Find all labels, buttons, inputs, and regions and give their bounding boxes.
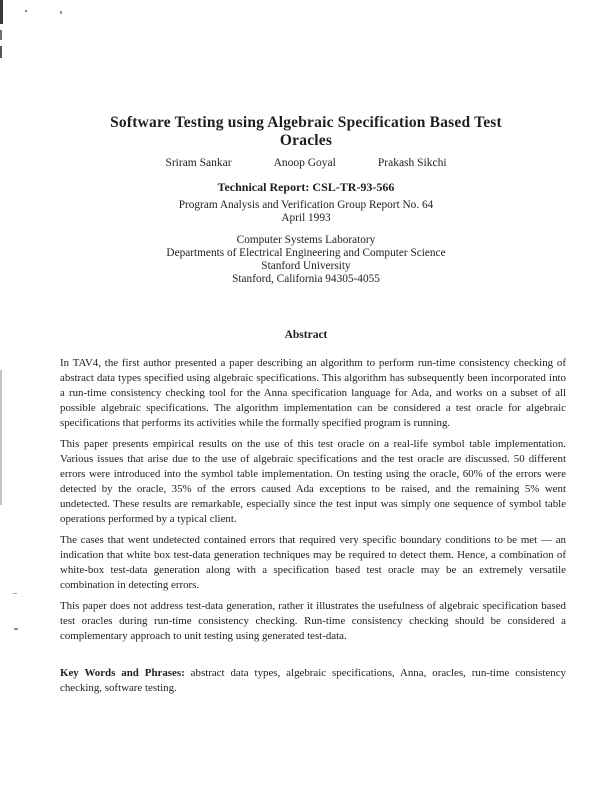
scan-artifact-edge-strip [0,370,2,505]
affiliation-line: Computer Systems Laboratory [236,234,376,246]
affiliation-line: Stanford University [261,260,351,272]
scan-artifact-speck [25,10,27,12]
author-name: Prakash Sikchi [377,157,447,169]
scan-artifact-speck [60,11,62,14]
group-report-line: Program Analysis and Verification Group Report No. 64 [178,199,434,211]
author-name: Anoop Goyal [273,157,336,169]
paper-header [0,0,612,286]
affiliation-line: Departments of Electrical Engineering and Computer Science [166,247,446,259]
report-number: Technical Report: CSL-TR-93-566 [217,180,395,194]
abstract-paragraph-2: This paper presents empirical results on the use of this test oracle on a real-life symbol table implementation. Various issues that arise due to the use of algebraic specifications and the test oracle are discussed. 50 different errors were introduced into the symbol table implementation. On testing using the oracle, 60% of the errors were detected by the oracle, 35% of the errors caused Ada exceptions to be raised, and the remaining 5% went undetected. These results are remarkable, especially since the test input was simply one sequence of symbol table operations performed by a typical client. [60,438,566,525]
keywords-label: Key Words and Phrases: [60,667,185,679]
scan-artifact-speck [13,593,17,594]
paper-title-line-2: Oracles [279,131,333,149]
paper-title-line-1: Software Testing using Algebraic Specification Based Test [110,114,502,131]
author-name: Sriram Sankar [165,157,232,169]
abstract-body [60,356,566,644]
scan-artifact-speck [14,628,18,630]
date-line: April 1993 [281,212,331,224]
abstract-paragraph-1: In TAV4, the first author presented a paper describing an algorithm to perform run-time consistency checking of abstract data types specified using algebraic specifications. This algorithm has subsequently been incorporated into a run-time consistency checking tool for the Anna specification language for Ada, and works on a subset of all possible algebraic specifications. The algorithm implementation can be considered a test oracle for algebraic specifications that performs its activities while the formally specified program is running. [60,357,566,429]
affiliation-line: Stanford, California 94305-4055 [232,273,380,285]
scan-artifact-edge-strip [0,0,3,24]
abstract-heading: Abstract [284,329,328,341]
scan-artifact-edge-strip [0,46,2,58]
abstract-paragraph-4: This paper does not address test-data generation, rather it illustrates the usefulness of algebraic specification based test oracles during run-time consistency checking. Run-time consistency checking should be considered a complementary approach to unit testing using generated test-data. [60,600,566,642]
keywords-text: abstract data types, algebraic specifications, Anna, oracles, run-time consistency checking, software testing. [60,667,566,694]
authors-row [0,157,612,169]
affiliation-block [0,234,612,286]
scan-artifact-edge-strip [0,30,2,40]
keywords-section [60,650,566,696]
paper-title [0,114,612,149]
abstract-paragraph-3: The cases that went undetected contained errors that required very specific boundary conditions to be met — an indication that white box test-data generation techniques may be required to detect them. Hence, a combination of white-box test-data generation along with a specification based test oracle may be an extremely versatile combination in detecting errors. [60,534,566,591]
